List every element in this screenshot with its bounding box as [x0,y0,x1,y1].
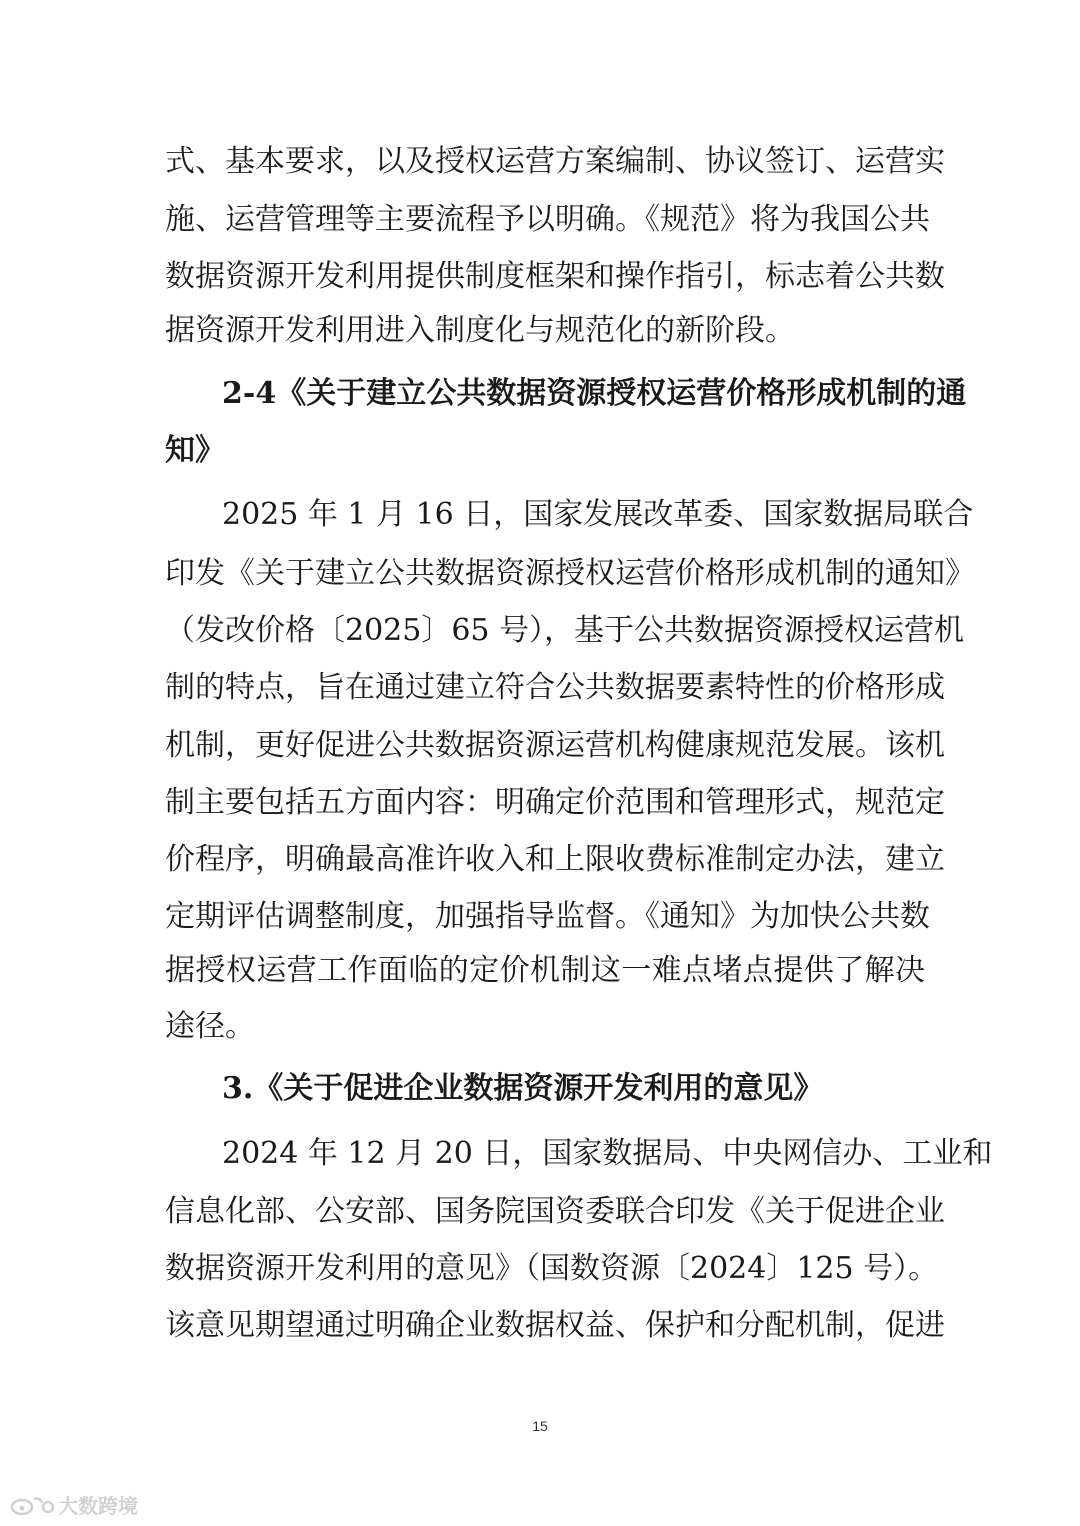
paragraph-line: 制的特点，旨在通过建立符合公共数据要素特性的价格形成 [165,670,945,705]
paragraph-line: 信息化部、公安部、国务院国资委联合印发《关于促进企业 [165,1194,945,1229]
paragraph-line: 数据资源开发利用提供制度框架和操作指引，标志着公共数 [165,259,945,294]
section-heading: 3.《关于促进企业数据资源开发利用的意见》 [222,1071,824,1106]
paragraph-line: （发改价格〔2025〕65 号），基于公共数据资源授权运营机 [165,613,965,648]
paragraph-line: 据授权运营工作面临的定价机制这一难点堵点提供了解决 [165,953,925,988]
section-heading: 2-4《关于建立公共数据资源授权运营价格形成机制的通 [222,376,967,411]
paragraph-line: 施、运营管理等主要流程予以明确。《规范》将为我国公共 [165,202,930,237]
section-heading: 知》 [165,433,225,468]
watermark-text: 大数跨境 [58,1494,138,1518]
weibo-logo-icon [10,1493,54,1517]
paragraph-line: 定期评估调整制度，加强指导监督。《通知》为加快公共数 [165,899,930,934]
page-number: 15 [532,1418,548,1434]
paragraph-line: 该意见期望通过明确企业数据权益、保护和分配机制，促进 [165,1308,945,1343]
watermark [10,1490,138,1519]
paragraph-line: 数据资源开发利用的意见》（国数资源〔2024〕125 号）。 [165,1251,939,1286]
paragraph-line: 价程序，明确最高准许收入和上限收费标准制定办法，建立 [165,842,945,877]
paragraph-line: 式、基本要求，以及授权运营方案编制、协议签订、运营实 [165,144,945,179]
paragraph-line: 制主要包括五方面内容：明确定价范围和管理形式，规范定 [165,785,945,820]
paragraph-line: 印发《关于建立公共数据资源授权运营价格形成机制的通知》 [165,556,975,591]
paragraph-line: 据资源开发利用进入制度化与规范化的新阶段。 [165,313,795,348]
paragraph-line: 2024 年 12 月 20 日，国家数据局、中央网信办、工业和 [222,1136,993,1171]
paragraph-line: 途径。 [165,1009,255,1044]
paragraph-line: 2025 年 1 月 16 日，国家发展改革委、国家数据局联合 [222,497,974,532]
paragraph-line: 机制，更好促进公共数据资源运营机构健康规范发展。该机 [165,728,945,763]
